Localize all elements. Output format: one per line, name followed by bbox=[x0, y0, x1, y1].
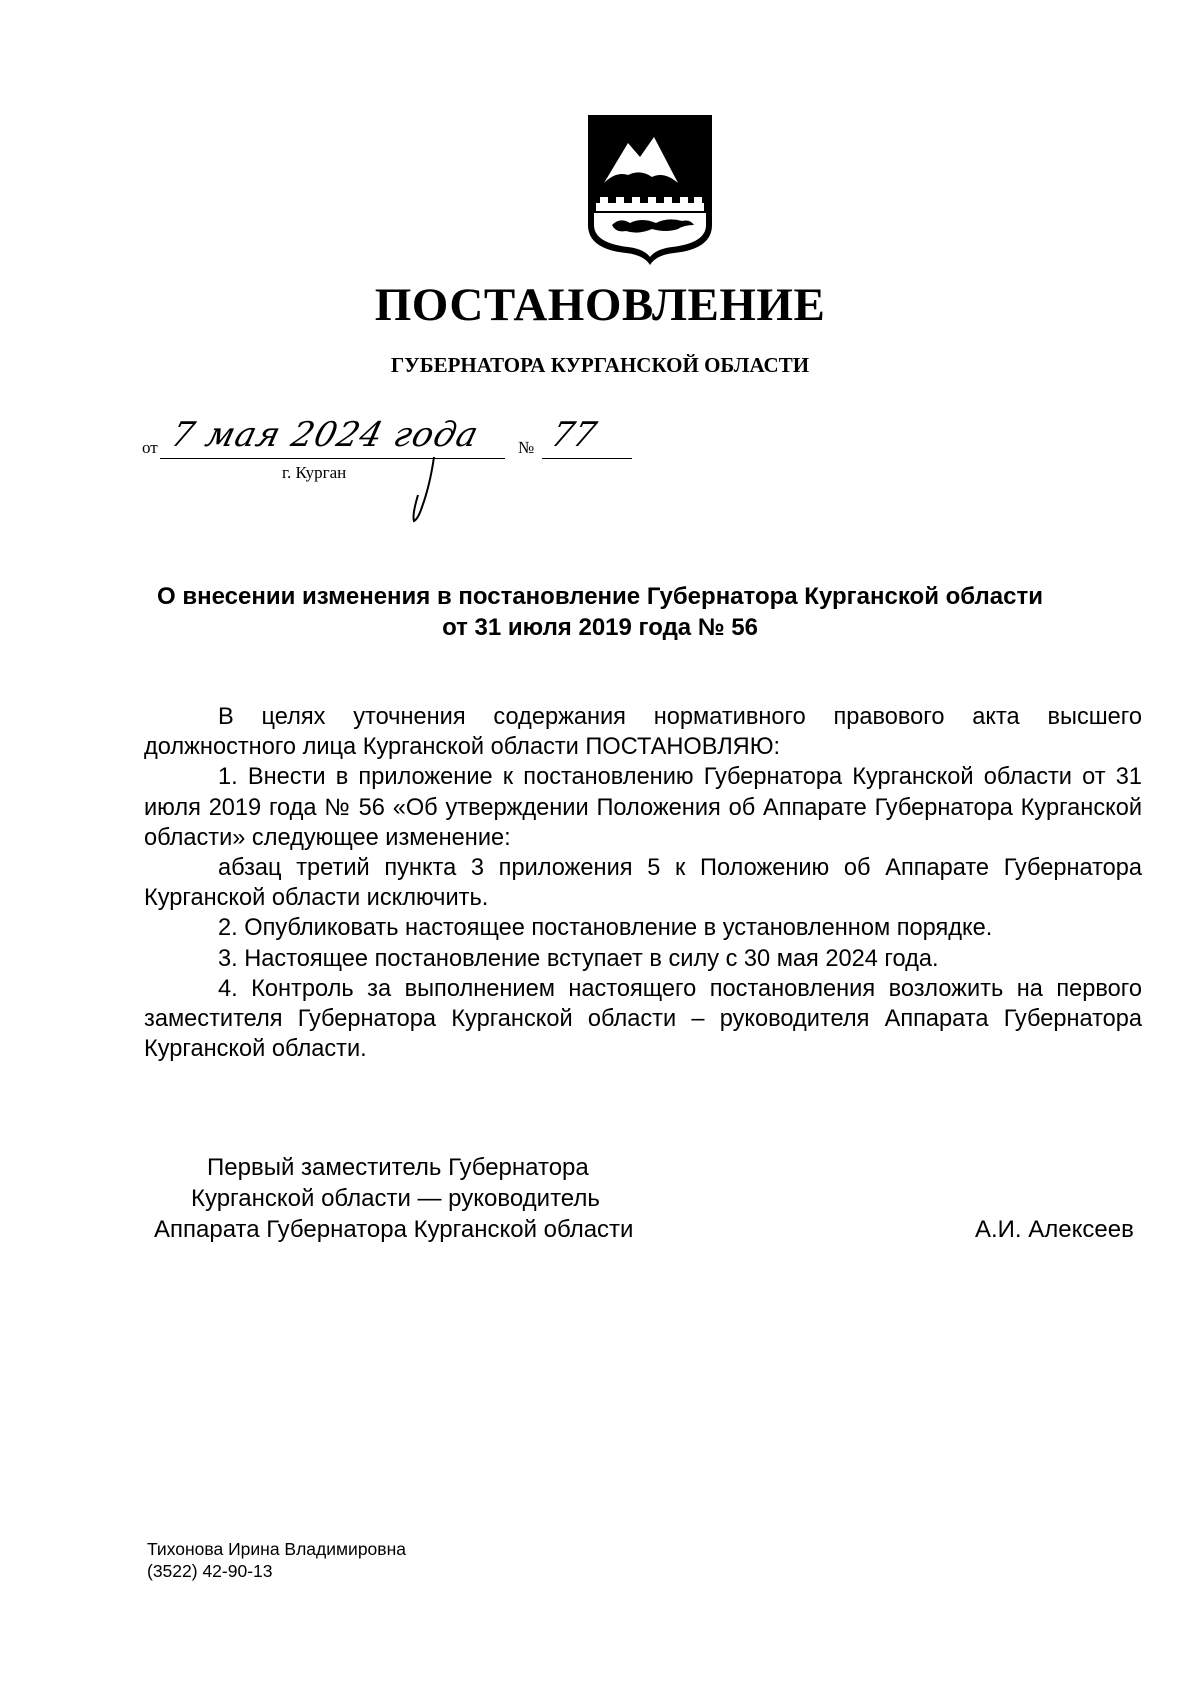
city-label: г. Курган bbox=[282, 463, 347, 482]
body-paragraph: В целях уточнения содержания нормативного правового акта высшего должностного лица Курганской области ПОСТАНОВЛЯЮ: bbox=[144, 704, 1142, 761]
body-paragraph: 3. Настоящее постановление вступает в силу с 30 мая 2024 года. bbox=[218, 945, 939, 972]
document-subject bbox=[0, 581, 1200, 643]
body-paragraph: 4. Контроль за выполнением настоящего постановления возложить на первого заместителя Губернатора Курганской области – руководителя Аппарата Губернатора Курганской области. bbox=[144, 975, 1142, 1063]
issuing-authority: ГУБЕРНАТОРА КУРГАНСКОЙ ОБЛАСТИ bbox=[390, 353, 810, 377]
signatory-position: Аппарата Губернатора Курганской области bbox=[154, 1216, 634, 1243]
signatory-name: А.И. Алексеев bbox=[975, 1216, 1134, 1243]
coat-of-arms-icon bbox=[586, 113, 714, 265]
subject-line: О внесении изменения в постановление Губернатора Курганской области bbox=[157, 583, 1043, 610]
date-prefix: от bbox=[142, 438, 158, 457]
handwritten-number: 77 bbox=[547, 415, 601, 455]
document-body bbox=[144, 702, 1142, 1064]
date-underline bbox=[160, 458, 505, 459]
document-type-title: ПОСТАНОВЛЕНИЕ bbox=[374, 279, 826, 331]
body-paragraph: абзац третий пункта 3 приложения 5 к Положению об Аппарате Губернатора Курганской области исключить. bbox=[144, 855, 1142, 912]
number-prefix: № bbox=[518, 438, 535, 457]
executor-name: Тихонова Ирина Владимировна bbox=[147, 1539, 406, 1559]
handwritten-date: 7 мая 2024 года bbox=[167, 415, 484, 455]
body-paragraph: 2. Опубликовать настоящее постановление в установленном порядке. bbox=[218, 915, 993, 942]
signatory-position: Курганской области — руководитель bbox=[191, 1185, 600, 1212]
handwriting-stroke bbox=[410, 455, 440, 525]
signatory-position: Первый заместитель Губернатора bbox=[207, 1154, 589, 1181]
executor-phone: (3522) 42-90-13 bbox=[147, 1561, 273, 1581]
number-underline bbox=[542, 458, 632, 459]
subject-line: от 31 июля 2019 года № 56 bbox=[442, 614, 758, 641]
body-paragraph: 1. Внести в приложение к постановлению Губернатора Курганской области от 31 июля 2019 года № 56 «Об утверждении Положения об Аппарате Губернатора Курганской области» следующее изменение: bbox=[144, 764, 1142, 851]
